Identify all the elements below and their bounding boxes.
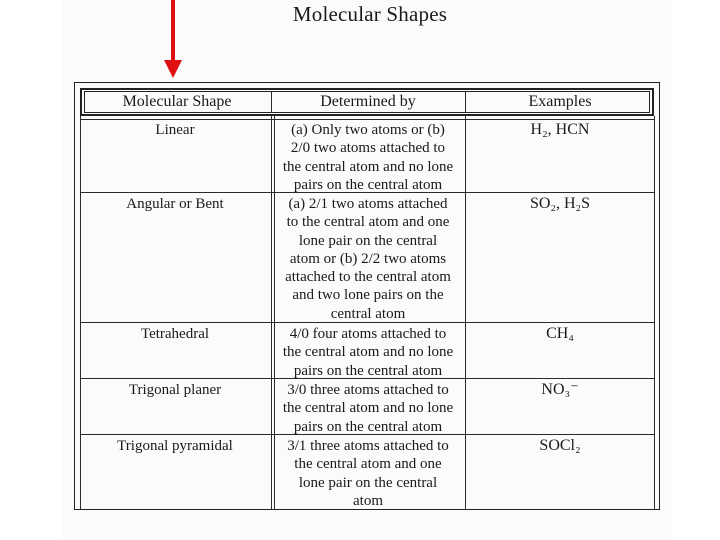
determined-line: the central atom and no lone (282, 400, 454, 417)
determined-line: (a) 2/1 two atoms attached (288, 196, 448, 212)
column-divider (654, 116, 655, 510)
determined-line: atom or (b) 2/2 two atoms (289, 250, 447, 267)
table-row-example: H₂, HCN (530, 121, 590, 138)
determined-line: pairs on the central atom (293, 176, 443, 193)
determined-line: atom (353, 492, 383, 509)
table-row-shape: Angular or Bent (126, 196, 224, 212)
header-examples: Examples (528, 93, 592, 110)
determined-line: 4/0 four atoms attached to (289, 326, 447, 342)
table-row-example: SO₂, H₂S (529, 195, 591, 212)
determined-line: pairs on the central atom (293, 362, 443, 379)
table-row-shape: Trigonal planer (128, 382, 222, 398)
determined-line: 2/0 two atoms attached to (290, 140, 446, 157)
table-row-determined (272, 437, 464, 510)
determined-line: pairs on the central atom (293, 418, 443, 435)
table-row-determined (272, 195, 464, 323)
header-divider (465, 91, 466, 113)
table-row-determined (272, 381, 464, 436)
determined-line: the central atom and no lone (282, 344, 454, 361)
row-divider (80, 119, 654, 120)
table-row-shape: Tetrahedral (140, 326, 210, 342)
determined-line: (a) Only two atoms or (b) (291, 122, 445, 138)
determined-line: 3/1 three atoms attached to (287, 438, 449, 454)
determined-line: the central atom and one (294, 456, 442, 473)
header-molecular-shape: Molecular Shape (122, 93, 232, 110)
determined-line: to the central atom and one (286, 214, 450, 231)
determined-line: attached to the central atom (285, 269, 451, 286)
determined-line: and two lone pairs on the (292, 287, 444, 304)
table-row-determined (272, 325, 464, 380)
page-title: Molecular Shapes (292, 2, 448, 26)
determined-line: 3/0 three atoms attached to (287, 382, 449, 398)
table-row-determined (272, 121, 464, 194)
table-row-example: NO₃⁻ (541, 381, 579, 398)
table-row-shape: Trigonal pyramidal (117, 438, 233, 454)
table-row-example: CH₄ (546, 325, 574, 342)
determined-line: lone pair on the central (298, 232, 438, 249)
determined-line: central atom (330, 305, 406, 322)
determined-line: the central atom and no lone (282, 158, 454, 175)
determined-line: lone pair on the central (298, 474, 438, 491)
header-divider (271, 91, 272, 113)
table-row-shape: Linear (155, 122, 195, 138)
header-determined-by: Determined by (320, 93, 416, 110)
table-row-example: SOCl₂ (539, 437, 581, 454)
